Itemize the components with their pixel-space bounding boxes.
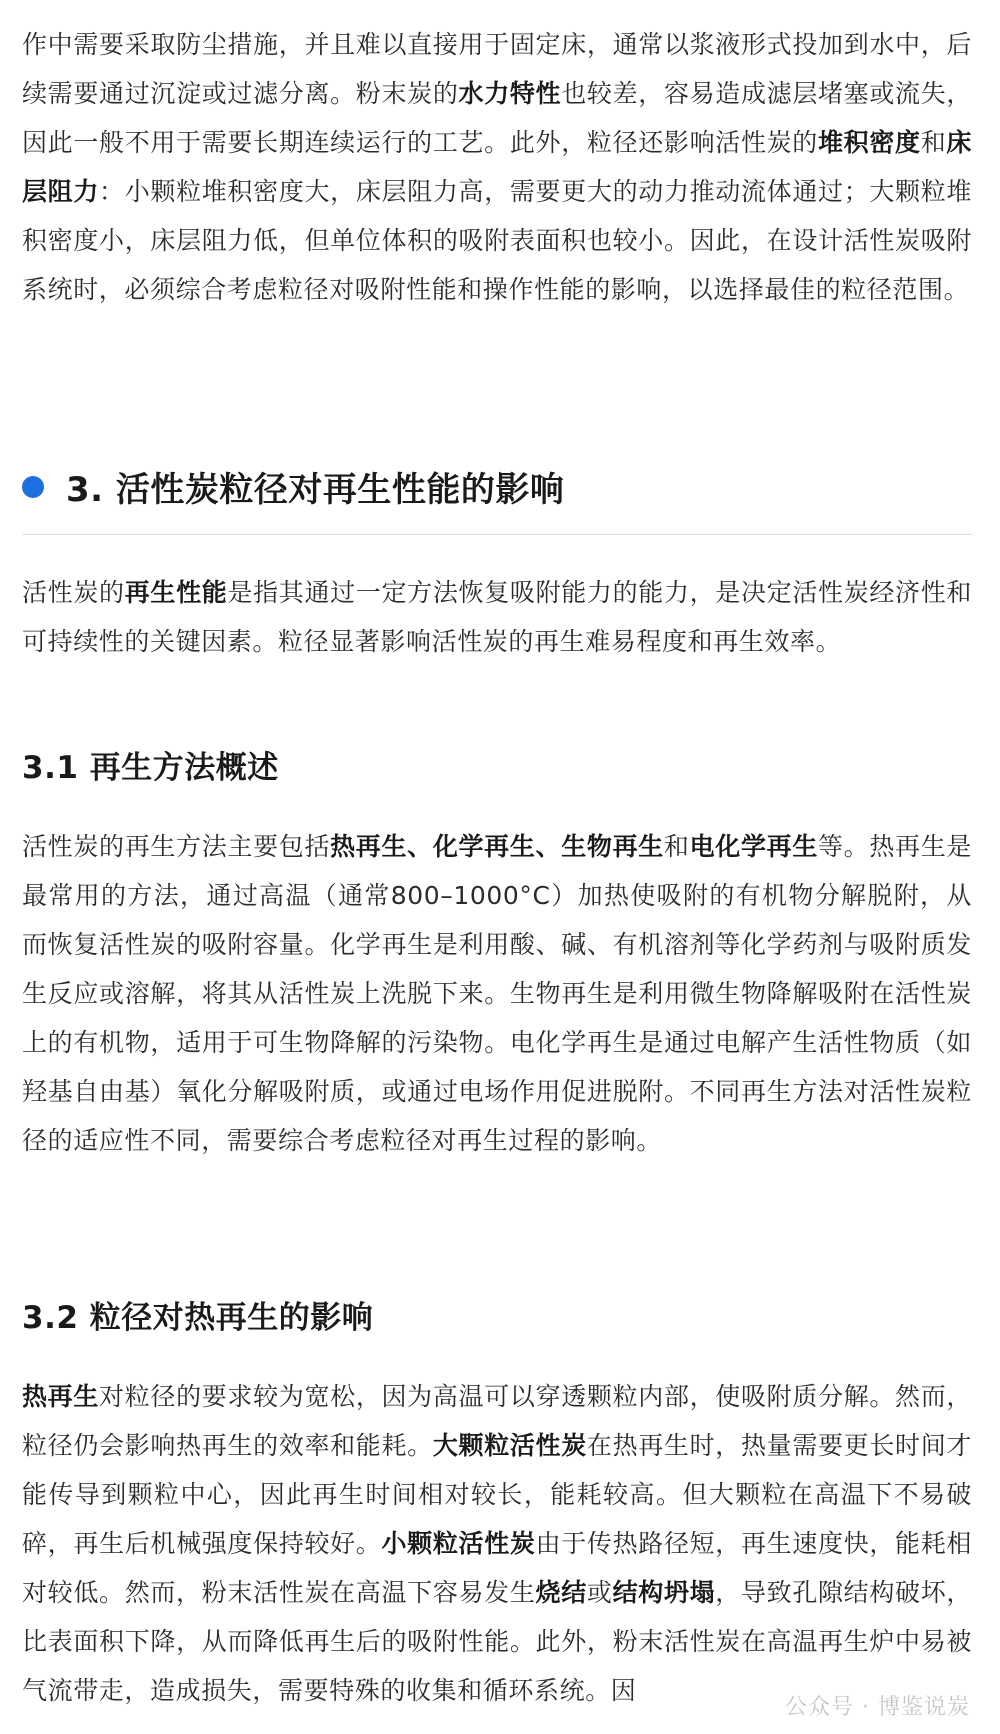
bold-term: 床层阻力: [22, 128, 972, 206]
text-run: 或: [586, 1578, 613, 1607]
section-divider: [22, 534, 972, 535]
bold-term: 大颗粒活性炭: [432, 1431, 587, 1460]
watermark: 公众号 · 博鉴说炭: [785, 1695, 970, 1720]
section-3-1-paragraph: [22, 822, 972, 1165]
bold-term: 热再生: [22, 1382, 100, 1411]
intro-paragraph: [22, 20, 972, 314]
bold-term: 再生性能: [124, 578, 228, 607]
section-3-title: 3. 活性炭粒径对再生性能的影响: [66, 470, 565, 510]
text-run: 活性炭的再生方法主要包括: [22, 832, 331, 861]
text-run: ：小颗粒堆积密度大，床层阻力高，需要更大的动力推动流体通过；大颗粒堆积密度小，床层阻力低，但单位体积的吸附表面积也较小。因此，在设计活性炭吸附系统时，必须综合考虑粒径对吸附性能和操作性能的影响，以选择最佳的粒径范围。: [22, 177, 972, 304]
text-run: 和: [663, 832, 690, 861]
text-run: 是指其通过一定方法恢复吸附能力的能力，是决定活性炭经济性和可持续性的关键因素。粒径显著影响活性炭的再生难易程度和再生效率。: [22, 578, 973, 656]
bold-term: 水力特性: [458, 79, 562, 108]
text-run: 在热再生时，热量需要更长时间才能传导到颗粒中心，因此再生时间相对较长，能耗较高。但大颗粒在高温下不易破碎，再生后机械强度保持较好。: [22, 1431, 972, 1558]
bold-term: 堆积密度: [817, 128, 921, 157]
bullet-dot-icon: [22, 476, 44, 498]
text-run: 由于传热路径短，再生速度快，能耗相对较低。然而，粉末活性炭在高温下容易发生: [22, 1529, 973, 1607]
bold-term: 电化学再生: [689, 832, 818, 861]
bold-term: 结构坍塌: [612, 1578, 716, 1607]
section-3-1-heading: 3.1 再生方法概述: [22, 750, 279, 786]
section-3-paragraph: [22, 568, 972, 666]
bold-term: 烧结: [535, 1578, 587, 1607]
bold-term: 小颗粒活性炭: [381, 1529, 536, 1558]
text-run: 和: [920, 128, 947, 157]
text-run: 作中需要采取防尘措施，并且难以直接用于固定床，通常以浆液形式投加到水中，后续需要通过沉淀或过滤分离。粉末炭的: [22, 30, 972, 108]
text-run: 等。热再生是最常用的方法，通过高温（通常800–1000°C）加热使吸附的有机物分解脱附，从而恢复活性炭的吸附容量。化学再生是利用酸、碱、有机溶剂等化学药剂与吸附质发生反应或溶解，将其从活性炭上洗脱下来。生物再生是利用微生物降解吸附在活性炭上的有机物，适用于可生物降解的污染物。电化学再生是通过电解产生活性物质（如羟基自由基）氧化分解吸附质，或通过电场作用促进脱附。不同再生方法对活性炭粒径的适应性不同，需要综合考虑粒径对再生过程的影响。: [22, 832, 972, 1155]
text-run: 对粒径的要求较为宽松，因为高温可以穿透颗粒内部，使吸附质分解。然而，粒径仍会影响热再生的效率和能耗。: [22, 1382, 972, 1460]
text-run: 也较差，容易造成滤层堵塞或流失，因此一般不用于需要长期连续运行的工艺。此外，粒径还影响活性炭的: [22, 79, 972, 157]
text-run: 活性炭的: [22, 578, 125, 607]
text-run: ，导致孔隙结构破坏，比表面积下降，从而降低再生后的吸附性能。此外，粉末活性炭在高温再生炉中易被气流带走，造成损失，需要特殊的收集和循环系统。因: [22, 1578, 972, 1705]
section-3-heading: [22, 462, 972, 511]
section-3-2-heading: 3.2 粒径对热再生的影响: [22, 1300, 374, 1336]
section-3-2-paragraph: [22, 1372, 972, 1715]
bold-term: 热再生、化学再生、生物再生: [330, 832, 664, 861]
